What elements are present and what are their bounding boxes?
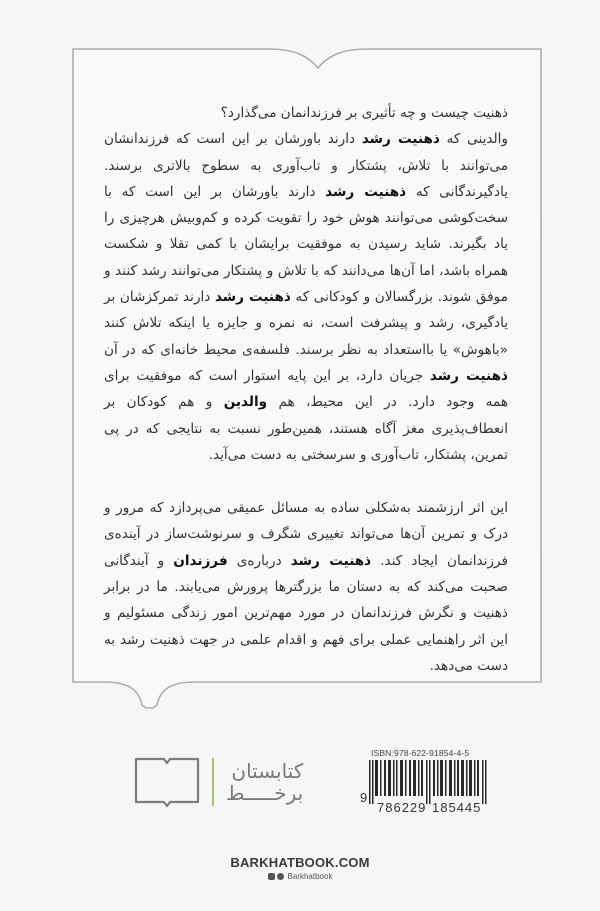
text-run: جریان دارد، بر این پایه استوار است که موفقیت برای همه وجود دارد. در این محیط، هم [104, 367, 508, 411]
blurb-paragraph-2 [104, 495, 508, 679]
publisher-name-line2: برخـــــط [226, 781, 304, 805]
instagram-icon [268, 873, 275, 880]
open-book-icon [134, 756, 200, 808]
emphasis-children: فرزندان [173, 552, 228, 569]
barcode-icon [369, 760, 487, 804]
publisher-name-line1: کتابستان [231, 759, 304, 783]
barcode-right-digits: 185445 [432, 800, 482, 815]
blurb-heading: ذهنیت چیست و چه تأثیری بر فرزندانمان می‌گذارد؟ [220, 105, 508, 121]
text-run: دارند باورشان بر این است که فرزندانشان می‌توانند با تلاش، پشتکار و تاب‌آوری به سطوح بالاتری برسند. یادگیرندگانی که [104, 131, 508, 200]
text-run: والدینی که [439, 131, 508, 148]
barcode-left-digits: 786229 [377, 800, 427, 815]
social-handle-row [0, 872, 600, 881]
barcode-lead-digit: 9 [360, 790, 369, 805]
logo-divider [212, 758, 214, 806]
text-run: دارند تمرکزشان بر یادگیری، رشد و پیشرفت است، نه نمره و جایزه یا اینکه تلاش کنند «باهوش» یا بااستعداد به نظر برسند. فلسفه‌ی محیط خانه‌ای که در آن [104, 289, 508, 358]
social-handle: Barkhatbook [287, 872, 333, 881]
emphasis-growth-mindset: ذهنیت رشد [290, 552, 372, 569]
publisher-logo [134, 756, 303, 808]
emphasis-growth-mindset: ذهنیت رشد [361, 131, 440, 148]
publisher-name [226, 760, 303, 804]
text-run: درباره‌ی [227, 552, 291, 569]
emphasis-growth-mindset: ذهنیت رشد [325, 183, 407, 200]
emphasis-growth-mindset: ذهنیت رشد [429, 367, 508, 384]
telegram-icon [277, 873, 284, 880]
text-run: این اثر ارزشمند به‌شکلی ساده به مسائل عمیقی می‌پردازد که مرور و درک و تمرین آن‌ها می‌تواند تغییری شگرف و سرنوشت‌ساز در آینده‌ی فرزندانمان ایجاد کند. [104, 500, 508, 569]
publisher-website[interactable]: BARKHATBOOK.COM [230, 855, 370, 870]
text-run: دارند باورشان بر این است که با سخت‌کوشی می‌توانند هوش خود را تقویت کرده و کم‌وبیش هرچیزی را یاد بگیرند. شاید رسیدن به موفقیت برایشان با کمی تقلا و شکست همراه باشد، اما آن‌ها می‌دانند که با تلاش و پشتکار می‌توانند رشد کنند و موفق شوند. بزرگسالان و کودکانی که [104, 183, 508, 306]
blurb-paragraph-1 [104, 126, 508, 468]
emphasis-growth-mindset: ذهنیت رشد [214, 289, 291, 306]
isbn-label: ISBN:978-622-91854-4-5 [371, 748, 470, 758]
blurb [104, 100, 508, 679]
text-run: و آیندگانی صحبت می‌کند که به دستان ما بزرگترها پرورش می‌یابند. ما در برابر ذهنیت و نگرش فرزندانمان در مورد مهم‌ترین امور زندگی مسئولیم و این اثر راهنمایی عملی برای فهم و اقدام علمی در جهت ذهنیت رشد به دست می‌دهد. [104, 552, 508, 674]
emphasis-parents: والدین [223, 394, 268, 411]
text-run: و هم کودکان بر انعطاف‌پذیری مغز آگاه هستند، همین‌طور نسبت به نتایجی که در پی تمرین، پشتکار، تاب‌آوری و سرسختی به دست می‌آید. [104, 394, 508, 463]
